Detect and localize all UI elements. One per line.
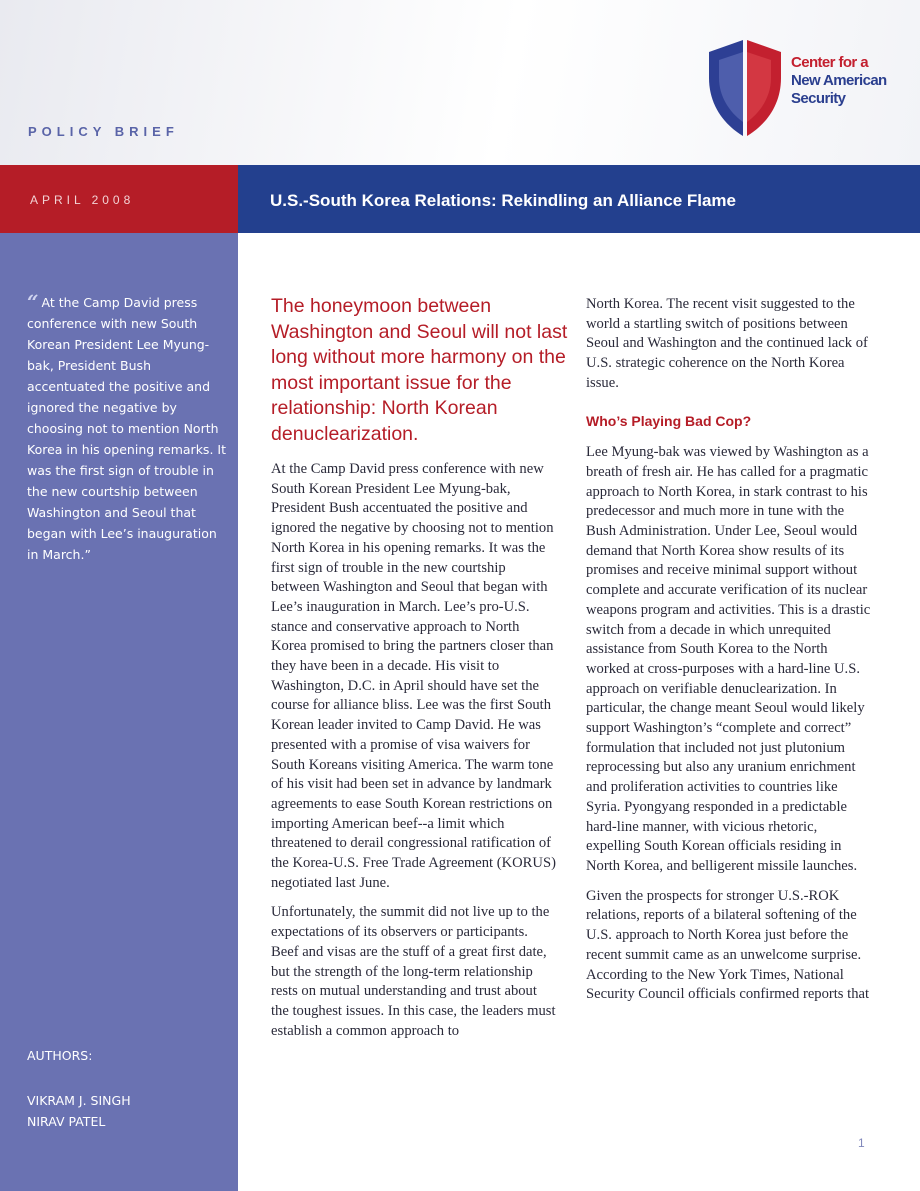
body-paragraph: Unfortunately, the summit did not live up to the expectations of its observers or participants. Beef and visas are the stuff of a great first date, but the strength of the long-term relationship rests on mutual understanding and trust about the toughest issues. In this case, the leaders must establish a common approach to <box>271 904 556 1039</box>
lead-paragraph: The honeymoon between Washington and Seoul will not last long without more harmony on the most important issue for the relationship: North Korean denuclearization. <box>271 295 568 445</box>
logo-line-1: Center for a <box>791 54 868 71</box>
page-number: 1 <box>858 1136 865 1150</box>
publication-date: APRIL 2008 <box>30 193 135 207</box>
body-paragraph: Lee Myung-bak was viewed by Washington as a breath of fresh air. He has called for a pragmatic approach to North Korea, in stark contrast to his predecessor and much more in tune with the Bush Administration. Under Lee, Seoul would demand that North Korea show results of its promises and receive minimal support without complete and accurate verification of its nuclear weapons program and activities. This is a drastic switch from a decade in which unrequited assistance from South Korea to the North worked at cross-purposes with a hard-line U.S. approach on verifiable denuclearization. In particular, the change meant Seoul would likely support Washington’s “complete and correct” formulation that included not just plutonium reprocessing but also any uranium enrichment and proliferation activities to countries like Syria. Pyongyang responded in a predictable hard-line manner, with vicious rhetoric, expelling South Korean officials residing in North Korea, and belligerent missile launches. <box>586 444 871 874</box>
article-column-1 <box>271 460 556 1051</box>
shield-icon <box>705 38 785 142</box>
author-name: NIRAV PATEL <box>27 1114 106 1129</box>
author-name: VIKRAM J. SINGH <box>27 1093 131 1108</box>
pull-quote <box>27 292 227 565</box>
logo-line-3: Security <box>791 90 846 107</box>
pull-quote-text: At the Camp David press conference with new South Korean President Lee Myung-bak, President Bush accentuated the positive and ignored the negative by choosing not to mention North Korea in his opening remarks. It was the first sign of trouble in the new courtship between Washington and Seoul that began with Lee’s inauguration in March.” <box>27 295 226 562</box>
page-title: U.S.-South Korea Relations: Rekindling an Alliance Flame <box>270 191 737 210</box>
authors-heading: AUTHORS: <box>27 1048 93 1063</box>
policy-brief-label: POLICY BRIEF <box>28 124 179 139</box>
body-paragraph: Given the prospects for stronger U.S.-ROK relations, reports of a bilateral softening of the U.S. approach to North Korea just before the recent summit came as an unwelcome surprise. According to the New York Times, National Security Council officials confirmed reports that <box>586 887 870 1003</box>
body-paragraph: North Korea. The recent visit suggested to the world a startling switch of positions between Seoul and Washington and the continued lack of U.S. strategic coherence on the North Korea issue. <box>586 296 868 391</box>
logo-line-2: New American <box>791 72 887 89</box>
logo-text <box>791 54 887 108</box>
quote-mark-icon: “ <box>27 290 39 314</box>
authors-list <box>27 1090 131 1132</box>
section-heading: Who’s Playing Bad Cop? <box>586 412 752 429</box>
article-column-2 <box>586 295 871 1015</box>
cnas-logo <box>705 38 905 148</box>
body-paragraph: At the Camp David press conference with new South Korean President Lee Myung-bak, President Bush accentuated the positive and ignored the negative by choosing not to mention North Korea in his opening remarks. It was the first sign of trouble in the new courtship between Washington and Seoul that began with Lee’s inauguration in March. Lee’s pro-U.S. stance and conservative approach to North Korea promised to bring the partners closer than they have been in a decade. His visit to Washington, D.C. in April should have set the course for alliance bliss. Lee was the first South Korean leader invited to Camp David. He was presented with a promise of visa waivers for South Koreans visiting America. The warm tone of his visit had been set in advance by landmark agreements to ease South Korean restrictions on importing American beef--a limit which threatened to derail congressional ratification of the Korea-U.S. Free Trade Agreement (KORUS) negotiated last June. <box>271 461 556 891</box>
